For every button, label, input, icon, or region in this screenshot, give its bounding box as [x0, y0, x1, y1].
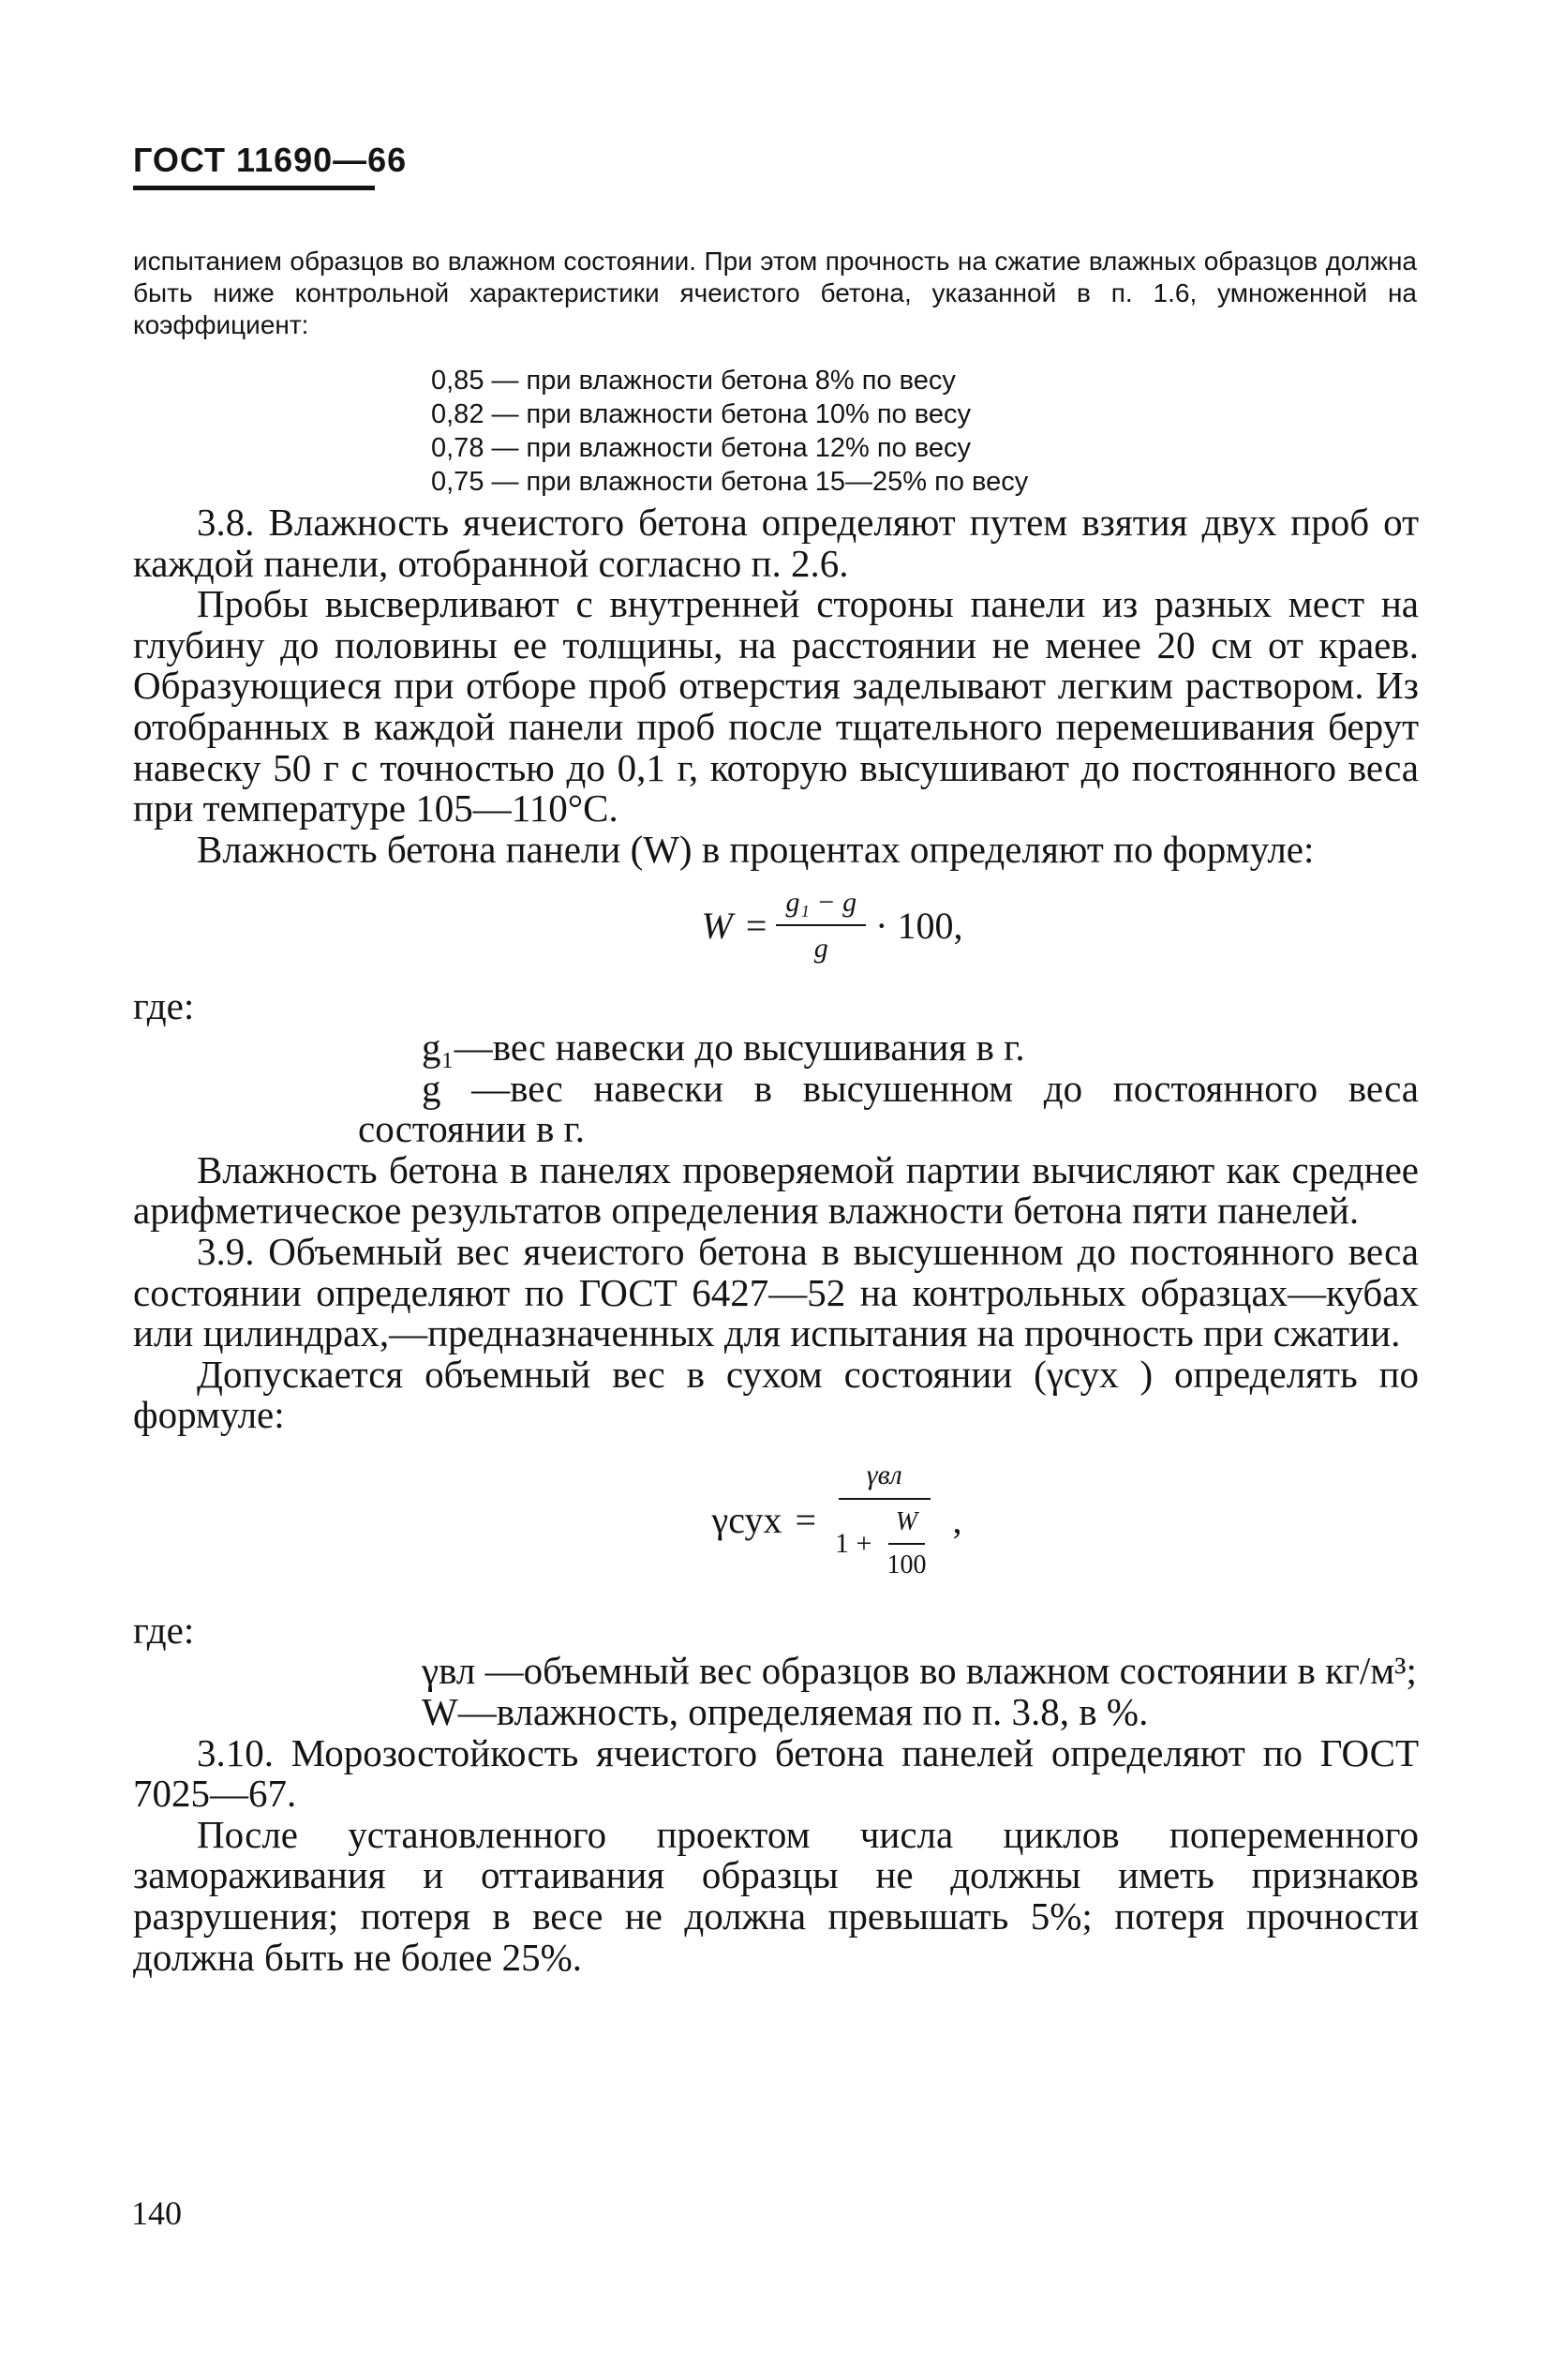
section-3-9-paragraph: 3.9. Объемный вес ячеистого бетона в высушенном до постоянного веса состоянии определяют по ГОСТ 6427—52 на контрольных образцах—кубах или цилиндрах,—предназначенных для испытания на прочность при сжатии. [133, 1229, 1419, 1355]
section-3-8-paragraph: 3.8. Влажность ячеистого бетона определяют путем взятия двух проб от каждой панели, отобранной согласно п. 2.6. [133, 501, 1419, 585]
intro-paragraph: испытанием образцов во влажном состоянии. При этом прочность на сжатие влажных образцов должна быть ниже контрольной характеристики ячеистого бетона, указанной в п. 1.6, умноженной на коэффициент: [133, 247, 1417, 339]
moisture-formula [246, 870, 1419, 980]
density-formula [255, 1436, 1419, 1605]
moisture-formula-intro: Влажность бетона панели (W) в процентах определяют по формуле: [197, 827, 1315, 871]
coefficient-item: 0,85 — при влажности бетона 8% по весу [431, 366, 956, 396]
formula-fraction [826, 1455, 943, 1585]
denominator-fraction [879, 1502, 933, 1585]
formula-numerator: g₁ − g [776, 882, 866, 927]
formula-numerator: γвл [839, 1455, 931, 1500]
definition-item: W—влажность, определяемая по п. 3.8, в %. [422, 1690, 1149, 1734]
formula-lhs: W [701, 904, 733, 947]
formula-denominator: g [813, 933, 828, 965]
formula-lhs: γсух [711, 1499, 782, 1542]
definition-item: g —вес навески в высушенном до постоянного веса состоянии в г. [358, 1066, 1419, 1151]
definition-item: g₁—вес навески до высушивания в г. [422, 1025, 1025, 1069]
header-rule [133, 186, 375, 190]
dry-density-intro: Допускается объемный вес в сухом состоянии (γсух ) определять по формуле: [133, 1352, 1419, 1437]
formula-equals: = [795, 1499, 817, 1542]
section-3-10-paragraph: 3.10. Морозостойкость ячеистого бетона панелей определяют по ГОСТ 7025—67. [133, 1730, 1419, 1816]
frost-result-paragraph: После установленного проектом числа циклов попеременного замораживания и оттаивания образцы не должны иметь признаков разрушения; потеря в весе не должна превышать 5%; потеря прочности должна быть не более 25%. [133, 1812, 1419, 1979]
main-text [133, 502, 1419, 1978]
inner-denominator: 100 [886, 1549, 927, 1579]
formula-tail: · 100, [875, 904, 963, 947]
formula-equals: = [745, 904, 767, 947]
sampling-paragraph: Пробы высверливают с внутренней стороны панели из разных мест на глубину до половины ее толщины, на расстоянии не менее 20 см от краев. Образующиеся при отборе проб отверстия заделывают легким раствором. Из отобранных в каждой панели проб после тщательного перемешивания берут навеску 50 г с точностью до 0,1 г, которую высушивают до постоянного веса при температуре 105—110°С. [133, 582, 1419, 831]
inner-numerator: W [888, 1502, 925, 1545]
formula-denominator [826, 1500, 943, 1585]
denominator-prefix: 1 + [835, 1527, 872, 1559]
formula-fraction [776, 882, 866, 969]
coefficient-item: 0,82 — при влажности бетона 10% по весу [431, 399, 971, 429]
coefficient-item: 0,75 — при влажности бетона 15—25% по весу [431, 467, 1029, 497]
formula-tail: , [952, 1499, 962, 1542]
where-label: где: [133, 1608, 195, 1652]
coefficient-item: 0,78 — при влажности бетона 12% по весу [431, 433, 971, 463]
where-label: где: [133, 984, 195, 1028]
definition-item: γвл —объемный вес образцов во влажном состоянии в кг/м³; [422, 1649, 1417, 1693]
average-paragraph: Влажность бетона в панелях проверяемой партии вычисляют как среднее арифметическое результатов определения влажности бетона пяти панелей. [133, 1147, 1419, 1233]
document-header: ГОСТ 11690—66 [133, 141, 408, 179]
page-number: 140 [131, 2194, 182, 2232]
coefficient-list [431, 364, 1028, 499]
